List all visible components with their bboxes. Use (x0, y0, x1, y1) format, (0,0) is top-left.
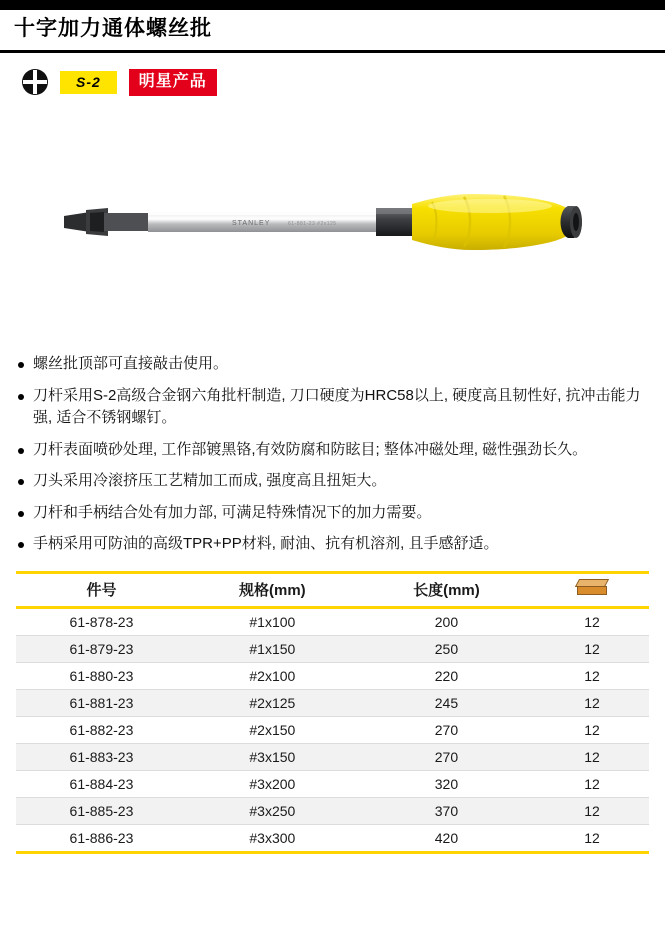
feature-list (0, 347, 665, 556)
feature-text: 螺丝批顶部可直接敲击使用。 (33, 355, 229, 373)
cell-part-number: 61-885-23 (16, 797, 187, 824)
cell-length: 245 (358, 689, 535, 716)
cell-packaging: 12 (535, 662, 649, 689)
spec-table (16, 571, 649, 854)
cell-part-number: 61-882-23 (16, 716, 187, 743)
column-header-part-number: 件号 (16, 572, 187, 607)
bullet-icon (18, 479, 24, 485)
table-row (16, 716, 649, 743)
badge-row (0, 53, 665, 99)
cell-length: 200 (358, 607, 535, 635)
cell-length: 270 (358, 716, 535, 743)
table-row (16, 824, 649, 852)
cell-part-number: 61-886-23 (16, 824, 187, 852)
list-item (18, 533, 649, 556)
top-black-bar (0, 0, 665, 10)
cell-part-number: 61-883-23 (16, 743, 187, 770)
cell-spec: #2x150 (187, 716, 358, 743)
cell-packaging: 12 (535, 689, 649, 716)
cell-packaging: 12 (535, 716, 649, 743)
feature-text: 刀杆采用S-2高级合金钢六角批杆制造, 刀口硬度为HRC58以上, 硬度高且韧性好, 抗冲击能力强, 适合不锈钢螺钉。 (33, 386, 641, 427)
cell-part-number: 61-880-23 (16, 662, 187, 689)
bullet-icon (18, 448, 24, 454)
cell-spec: #2x100 (187, 662, 358, 689)
cell-length: 320 (358, 770, 535, 797)
table-header-row (16, 572, 649, 607)
cell-length: 270 (358, 743, 535, 770)
table-row (16, 797, 649, 824)
cell-spec: #3x200 (187, 770, 358, 797)
table-row (16, 607, 649, 635)
bullet-icon (18, 362, 24, 368)
page-title: 十字加力通体螺丝批 (14, 17, 212, 40)
title-block (0, 10, 665, 53)
cell-part-number: 61-878-23 (16, 607, 187, 635)
cell-spec: #1x100 (187, 607, 358, 635)
table-row (16, 770, 649, 797)
cell-spec: #2x125 (187, 689, 358, 716)
table-row (16, 662, 649, 689)
list-item (18, 385, 649, 430)
cell-packaging: 12 (535, 635, 649, 662)
cell-packaging: 12 (535, 607, 649, 635)
cell-packaging: 12 (535, 824, 649, 852)
list-item (18, 502, 649, 525)
list-item (18, 439, 649, 462)
cell-spec: #3x150 (187, 743, 358, 770)
cell-part-number: 61-881-23 (16, 689, 187, 716)
list-item (18, 470, 649, 493)
feature-text: 刀头采用冷滚挤压工艺精加工而成, 强度高且扭矩大。 (33, 472, 387, 490)
column-header-packaging (535, 572, 649, 607)
svg-text:61-881-23 #2x125: 61-881-23 #2x125 (288, 221, 337, 228)
phillips-head-icon (22, 69, 48, 95)
table-row (16, 689, 649, 716)
table-row (16, 635, 649, 662)
cell-length: 370 (358, 797, 535, 824)
screwdriver-illustration (60, 182, 585, 262)
star-product-badge: 明星产品 (129, 69, 217, 96)
cell-packaging: 12 (535, 743, 649, 770)
cell-length: 220 (358, 662, 535, 689)
carton-box-icon (577, 579, 607, 595)
cell-spec: #3x300 (187, 824, 358, 852)
cell-spec: #3x250 (187, 797, 358, 824)
table-body (16, 607, 649, 852)
feature-text: 刀杆和手柄结合处有加力部, 可满足特殊情况下的加力需要。 (33, 503, 432, 521)
svg-text:STANLEY: STANLEY (232, 220, 271, 228)
cell-spec: #1x150 (187, 635, 358, 662)
product-image (0, 107, 665, 347)
cell-part-number: 61-879-23 (16, 635, 187, 662)
column-header-spec: 规格(mm) (187, 572, 358, 607)
feature-text: 手柄采用可防油的高级TPR+PP材料, 耐油、抗有机溶剂, 且手感舒适。 (33, 535, 499, 553)
cell-packaging: 12 (535, 770, 649, 797)
bullet-icon (18, 511, 24, 517)
spec-table-wrapper (0, 565, 665, 854)
cell-part-number: 61-884-23 (16, 770, 187, 797)
table-row (16, 743, 649, 770)
feature-text: 刀杆表面喷砂处理, 工作部镀黑铬,有效防腐和防眩目; 整体冲磁处理, 磁性强劲长久。 (33, 440, 588, 458)
bullet-icon (18, 542, 24, 548)
list-item (18, 353, 649, 376)
cell-length: 250 (358, 635, 535, 662)
column-header-length: 长度(mm) (358, 572, 535, 607)
bullet-icon (18, 394, 24, 400)
cell-length: 420 (358, 824, 535, 852)
table-header (16, 572, 649, 607)
cell-packaging: 12 (535, 797, 649, 824)
material-badge: S-2 (60, 71, 117, 94)
